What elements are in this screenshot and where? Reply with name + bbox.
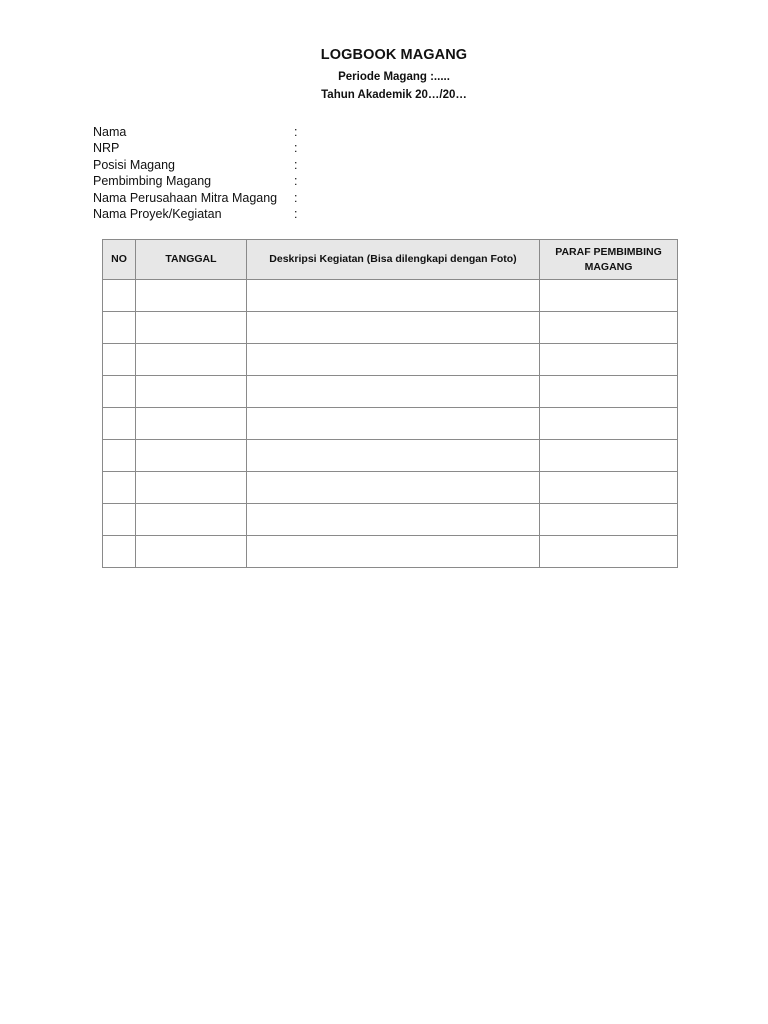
cell-deskripsi[interactable] xyxy=(247,440,540,472)
cell-tanggal[interactable] xyxy=(136,376,247,408)
cell-deskripsi[interactable] xyxy=(247,472,540,504)
field-colon: : xyxy=(294,125,298,139)
table-row xyxy=(103,472,678,504)
field-label: Posisi Magang xyxy=(93,157,175,172)
cell-tanggal[interactable] xyxy=(136,344,247,376)
column-header-paraf xyxy=(540,240,678,280)
table-row xyxy=(103,408,678,440)
table-row xyxy=(103,440,678,472)
field-colon: : xyxy=(294,206,298,221)
cell-tanggal[interactable] xyxy=(136,472,247,504)
cell-tanggal[interactable] xyxy=(136,408,247,440)
cell-no[interactable] xyxy=(103,312,136,344)
cell-tanggal[interactable] xyxy=(136,536,247,568)
field-pembimbing-magang xyxy=(93,173,298,189)
table-row xyxy=(103,312,678,344)
table-row xyxy=(103,344,678,376)
field-posisi-magang xyxy=(93,157,298,173)
cell-deskripsi[interactable] xyxy=(247,504,540,536)
cell-tanggal[interactable] xyxy=(136,312,247,344)
cell-no[interactable] xyxy=(103,504,136,536)
cell-paraf[interactable] xyxy=(540,536,678,568)
cell-paraf[interactable] xyxy=(540,504,678,536)
paraf-header-line-2: MAGANG xyxy=(584,260,633,273)
cell-deskripsi[interactable] xyxy=(247,344,540,376)
table-row xyxy=(103,376,678,408)
cell-paraf[interactable] xyxy=(540,440,678,472)
cell-no[interactable] xyxy=(103,440,136,472)
field-proyek-kegiatan xyxy=(93,206,298,222)
cell-paraf[interactable] xyxy=(540,312,678,344)
column-header-tanggal: TANGGAL xyxy=(136,240,247,280)
column-header-no: NO xyxy=(103,240,136,280)
field-nama xyxy=(93,124,298,140)
field-label: NRP xyxy=(93,141,120,156)
table-row xyxy=(103,504,678,536)
paraf-header-line-1: PARAF PEMBIMBING xyxy=(555,245,662,258)
field-label: Nama Perusahaan Mitra Magang xyxy=(93,190,278,205)
cell-tanggal[interactable] xyxy=(136,504,247,536)
table-row xyxy=(103,536,678,568)
cell-no[interactable] xyxy=(103,472,136,504)
column-header-deskripsi: Deskripsi Kegiatan (Bisa dilengkapi dengan Foto) xyxy=(247,240,540,280)
field-label: Nama Proyek/Kegiatan xyxy=(93,206,222,221)
field-perusahaan-mitra xyxy=(93,190,298,206)
cell-deskripsi[interactable] xyxy=(247,280,540,312)
table-header-row xyxy=(103,240,678,280)
field-colon: : xyxy=(294,190,298,205)
field-colon: : xyxy=(294,141,298,156)
cell-tanggal[interactable] xyxy=(136,440,247,472)
cell-deskripsi[interactable] xyxy=(247,536,540,568)
field-nrp xyxy=(93,140,298,156)
field-label: Nama xyxy=(93,125,127,139)
field-colon: : xyxy=(294,157,298,172)
field-label: Pembimbing Magang xyxy=(93,174,212,189)
cell-no[interactable] xyxy=(103,280,136,312)
cell-paraf[interactable] xyxy=(540,280,678,312)
identity-fields xyxy=(93,124,298,222)
cell-deskripsi[interactable] xyxy=(247,376,540,408)
cell-paraf[interactable] xyxy=(540,376,678,408)
cell-deskripsi[interactable] xyxy=(247,408,540,440)
cell-no[interactable] xyxy=(103,536,136,568)
cell-no[interactable] xyxy=(103,344,136,376)
document-title: LOGBOOK MAGANG xyxy=(320,47,468,63)
table-row xyxy=(103,280,678,312)
cell-paraf[interactable] xyxy=(540,344,678,376)
cell-deskripsi[interactable] xyxy=(247,312,540,344)
cell-tanggal[interactable] xyxy=(136,280,247,312)
internship-period: Periode Magang :..... xyxy=(338,71,450,83)
cell-no[interactable] xyxy=(103,376,136,408)
cell-paraf[interactable] xyxy=(540,472,678,504)
cell-paraf[interactable] xyxy=(540,408,678,440)
logbook-table xyxy=(102,239,678,568)
cell-no[interactable] xyxy=(103,408,136,440)
field-colon: : xyxy=(294,174,298,189)
academic-year: Tahun Akademik 20…/20… xyxy=(321,89,467,101)
